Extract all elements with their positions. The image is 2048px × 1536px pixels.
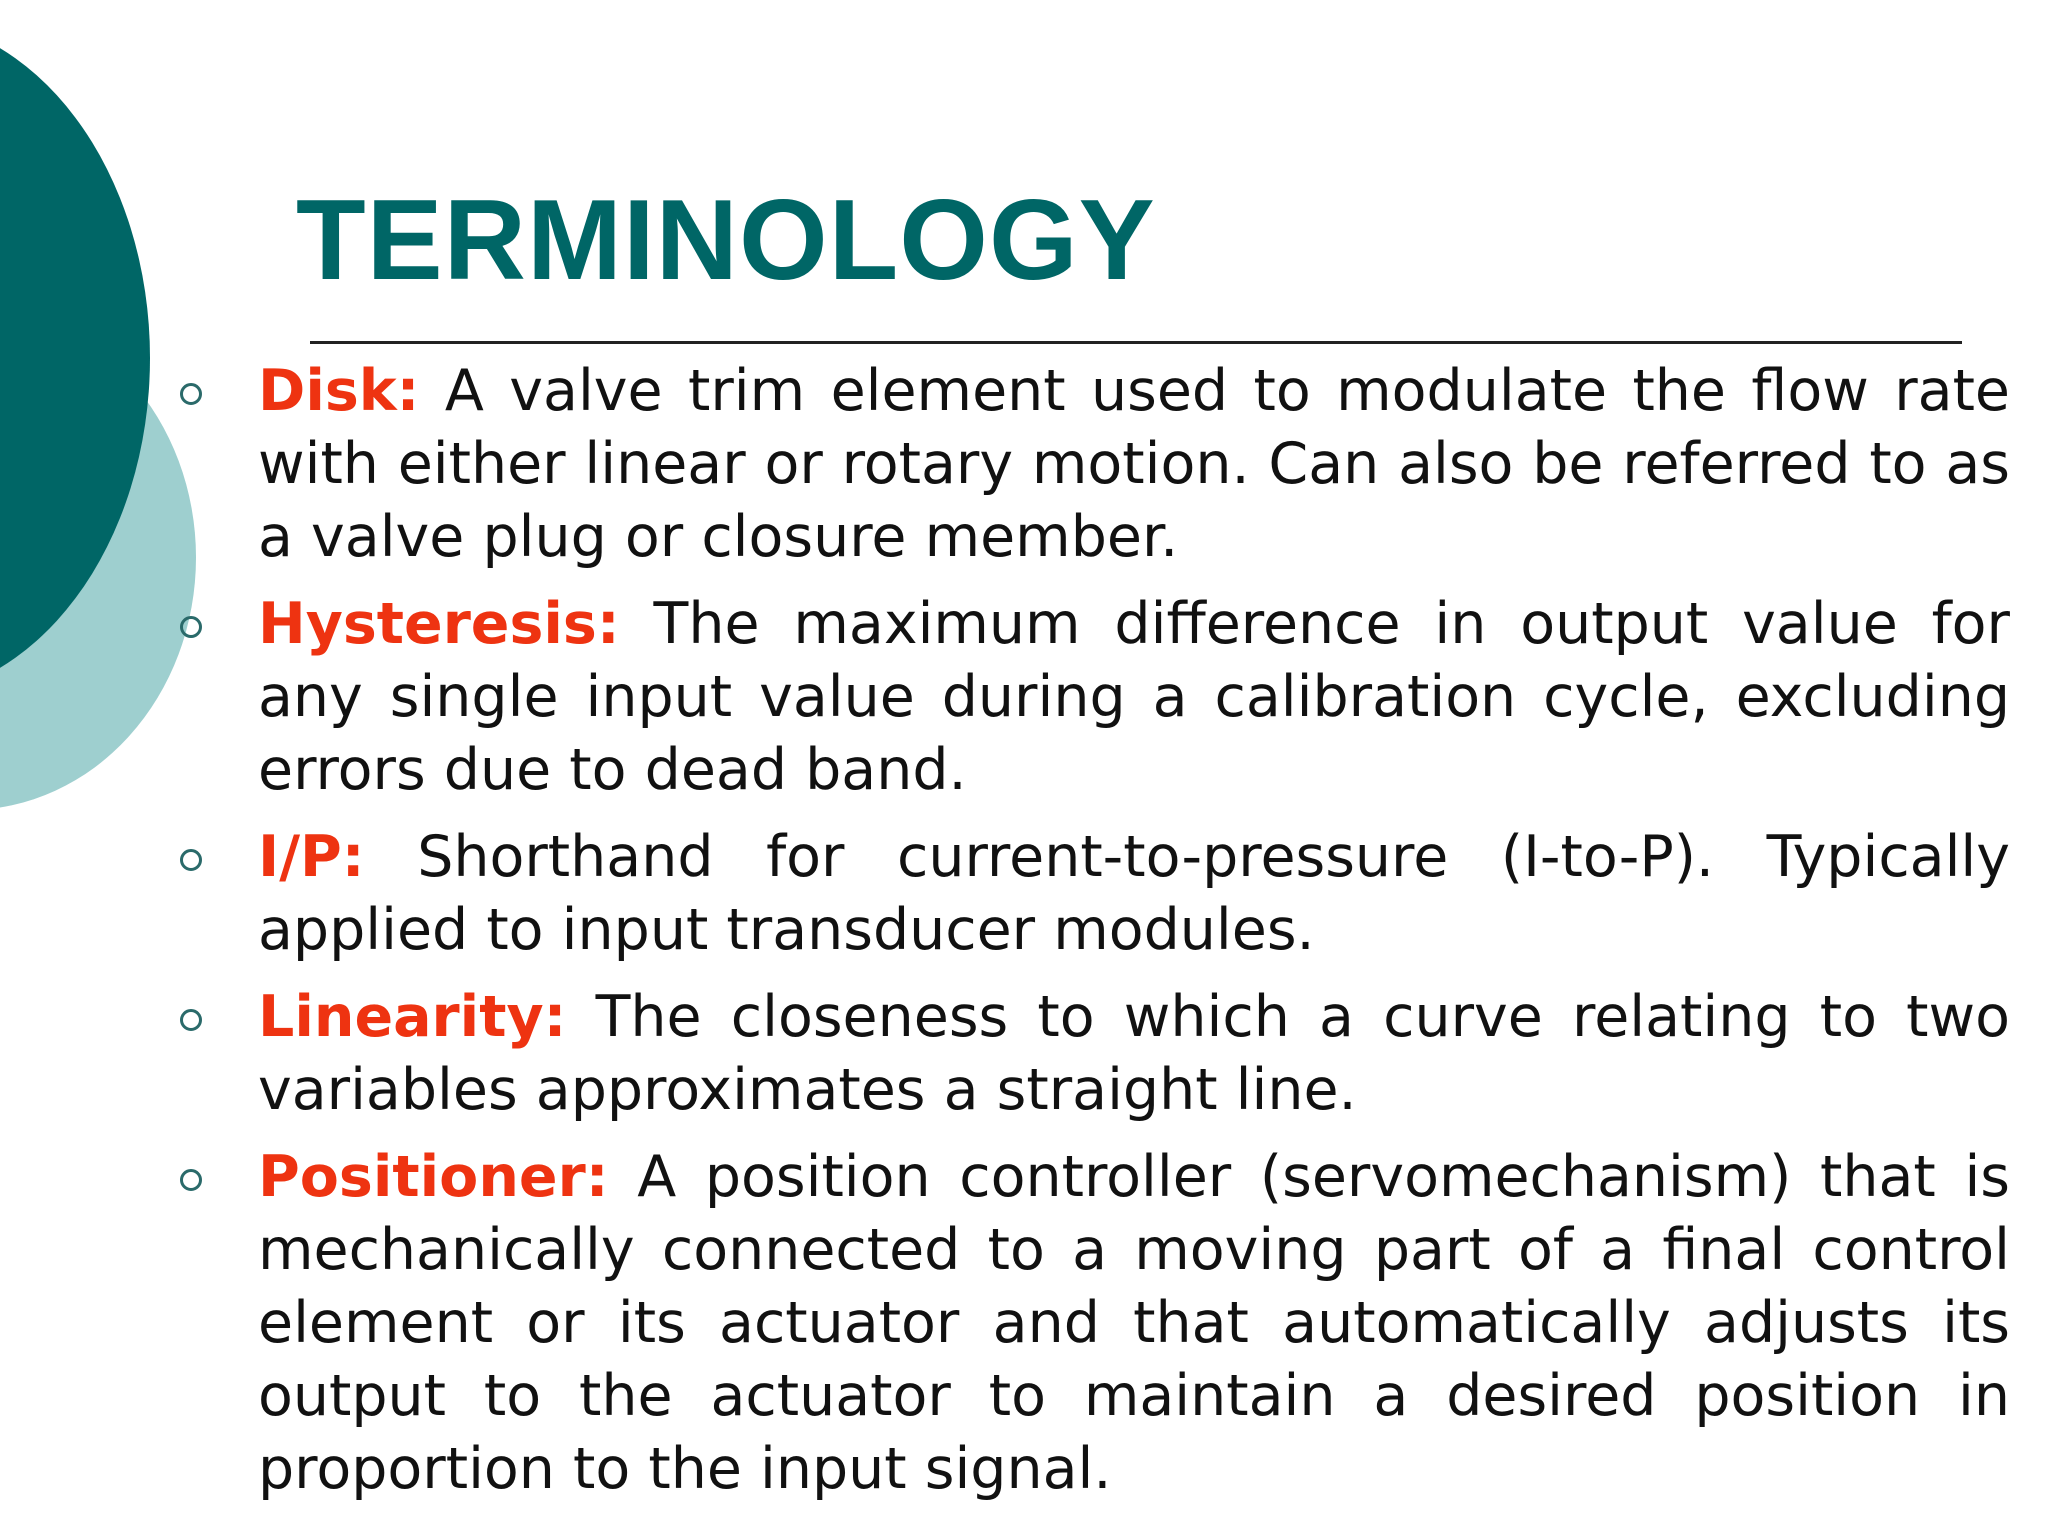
slide-title: TERMINOLOGY [296,177,1156,304]
term-definition: Shorthand for current-to-pressure (I-to-P). Typically applied to input transducer modules. [258,824,2010,963]
hollow-circle-icon [180,1169,202,1191]
term-positioner [180,1141,2010,1506]
hollow-circle-icon [180,1009,202,1031]
term-definition: The maximum difference in output value for any single input value during a calibration cycle, excluding errors due to dead band. [258,591,2010,803]
term-name: Hysteresis: [258,591,620,657]
term-name: I/P: [258,824,365,890]
term-hysteresis [180,588,2010,807]
term-linearity [180,981,2010,1127]
term-name: Positioner: [258,1144,609,1210]
term-disk [180,355,2010,574]
hollow-circle-icon [180,383,202,405]
title-divider [310,341,1962,344]
term-ip [180,821,2010,967]
term-definition: A valve trim element used to modulate the flow rate with either linear or rotary motion. Can also be referred to as a valve plug or closure member. [258,358,2011,570]
term-name: Disk: [258,358,420,424]
term-definition: A position controller (servomechanism) that is mechanically connected to a moving part of a final control element or its actuator and that automatically adjusts its output to the actuator to maintain a desired position in proportion to the input signal. [258,1144,2010,1502]
term-name: Linearity: [258,984,567,1050]
terms-list [180,355,2010,1520]
hollow-circle-icon [180,849,202,871]
term-definition: The closeness to which a curve relating to two variables approximates a straight line. [258,984,2010,1123]
hollow-circle-icon [180,616,202,638]
